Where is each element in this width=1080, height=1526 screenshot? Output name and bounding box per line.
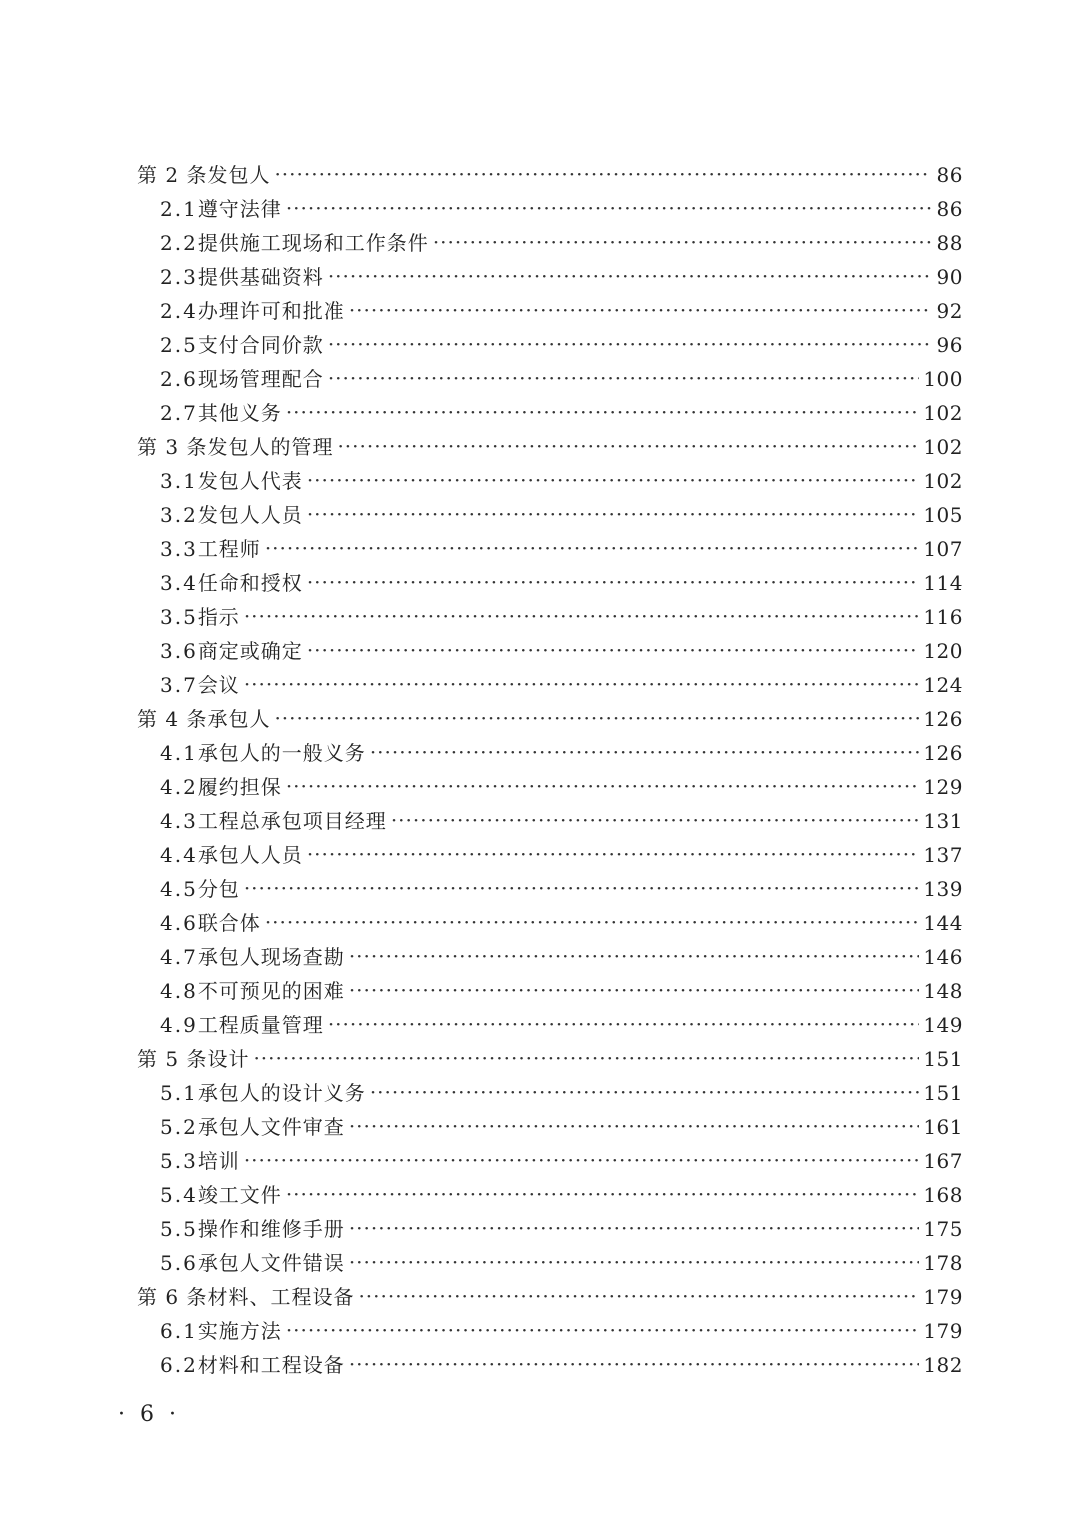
toc-subsection-entry: [137, 226, 963, 260]
toc-entry-title: 遵守法律: [197, 197, 282, 221]
toc-entry-number: 3.5: [160, 605, 198, 629]
toc-entry-title: 指示: [197, 605, 240, 629]
toc-entry-page: 86: [936, 163, 963, 187]
toc-entry-number: 第 4 条: [137, 707, 208, 731]
toc-entry-page: 131: [923, 809, 963, 833]
toc-entry-page: 151: [923, 1047, 963, 1071]
toc-entry-page: 182: [923, 1353, 963, 1377]
toc-dot-leader: [274, 157, 931, 191]
toc-entry-title: 其他义务: [197, 401, 282, 425]
toc-entry-title: 商定或确定: [197, 639, 303, 663]
page-number-footer: · 6 ·: [118, 1402, 180, 1427]
toc-entry-page: 144: [923, 911, 963, 935]
toc-entry-title: 工程总承包项目经理: [197, 809, 387, 833]
toc-entry-page: 151: [923, 1081, 963, 1105]
toc-entry-title: 培训: [197, 1149, 240, 1173]
toc-subsection-entry: [137, 464, 963, 498]
toc-entry-title: 会议: [197, 673, 240, 697]
toc-dot-leader: [286, 1177, 920, 1211]
toc-entry-page: 175: [923, 1217, 963, 1241]
toc-dot-leader: [328, 327, 931, 361]
toc-entry-page: 90: [936, 265, 963, 289]
toc-subsection-entry: [137, 872, 963, 906]
toc-entry-number: 3.6: [160, 639, 198, 663]
toc-entry-title: 发包人的管理: [207, 435, 334, 459]
toc-entry-title: 设计: [207, 1047, 250, 1071]
toc-entry-page: 86: [936, 197, 963, 221]
toc-entry-number: 3.2: [160, 503, 198, 527]
toc-entry-title: 分包: [197, 877, 240, 901]
toc-entry-number: 4.2: [160, 775, 198, 799]
toc-entry-title: 操作和维修手册: [197, 1217, 345, 1241]
toc-dot-leader: [433, 225, 931, 259]
toc-entry-number: 3.4: [160, 571, 198, 595]
toc-entry-title: 不可预见的困难: [197, 979, 345, 1003]
toc-subsection-entry: [137, 1110, 963, 1144]
toc-entry-title: 承包人的一般义务: [197, 741, 366, 765]
toc-entry-title: 现场管理配合: [197, 367, 324, 391]
toc-entry-title: 提供基础资料: [197, 265, 324, 289]
toc-entry-page: 120: [923, 639, 963, 663]
toc-dot-leader: [349, 939, 920, 973]
toc-entry-page: 179: [923, 1319, 963, 1343]
toc-subsection-entry: [137, 906, 963, 940]
toc-entry-title: 材料和工程设备: [197, 1353, 345, 1377]
toc-entry-number: 2.7: [160, 401, 198, 425]
toc-dot-leader: [349, 1211, 920, 1245]
toc-entry-number: 第 3 条: [137, 435, 208, 459]
toc-entry-title: 履约担保: [197, 775, 282, 799]
toc-subsection-entry: [137, 192, 963, 226]
toc-entry-number: 2.6: [160, 367, 198, 391]
toc-subsection-entry: [137, 1246, 963, 1280]
toc-subsection-entry: [137, 600, 963, 634]
toc-dot-leader: [391, 803, 920, 837]
toc-entry-number: 6.2: [160, 1353, 198, 1377]
toc-entry-number: 2.5: [160, 333, 198, 357]
toc-entry-number: 4.4: [160, 843, 198, 867]
toc-entry-number: 第 5 条: [137, 1047, 208, 1071]
toc-entry-number: 4.3: [160, 809, 198, 833]
toc-entry-page: 96: [936, 333, 963, 357]
toc-subsection-entry: [137, 328, 963, 362]
toc-entry-title: 承包人文件错误: [197, 1251, 345, 1275]
toc-entry-number: 5.1: [160, 1081, 198, 1105]
toc-dot-leader: [274, 701, 919, 735]
toc-entry-number: 5.5: [160, 1217, 198, 1241]
toc-entry-number: 4.6: [160, 911, 198, 935]
toc-dot-leader: [244, 599, 920, 633]
toc-subsection-entry: [137, 668, 963, 702]
toc-entry-number: 4.7: [160, 945, 198, 969]
toc-dot-leader: [253, 1041, 919, 1075]
toc-entry-title: 材料、工程设备: [207, 1285, 355, 1309]
table-of-contents: [137, 158, 963, 1382]
toc-entry-title: 实施方法: [197, 1319, 282, 1343]
toc-entry-number: 第 2 条: [137, 163, 208, 187]
toc-entry-number: 5.2: [160, 1115, 198, 1139]
toc-entry-page: 167: [923, 1149, 963, 1173]
toc-dot-leader: [244, 871, 920, 905]
toc-entry-title: 联合体: [197, 911, 261, 935]
toc-entry-number: 5.6: [160, 1251, 198, 1275]
toc-dot-leader: [349, 293, 931, 327]
toc-subsection-entry: [137, 1178, 963, 1212]
toc-entry-number: 4.9: [160, 1013, 198, 1037]
toc-dot-leader: [337, 429, 919, 463]
toc-subsection-entry: [137, 1348, 963, 1382]
toc-subsection-entry: [137, 294, 963, 328]
toc-entry-number: 3.3: [160, 537, 198, 561]
toc-dot-leader: [349, 973, 920, 1007]
toc-subsection-entry: [137, 1212, 963, 1246]
toc-entry-title: 提供施工现场和工作条件: [197, 231, 429, 255]
toc-dot-leader: [286, 191, 931, 225]
toc-entry-page: 107: [923, 537, 963, 561]
toc-entry-title: 发包人代表: [197, 469, 303, 493]
toc-subsection-entry: [137, 498, 963, 532]
toc-dot-leader: [265, 531, 920, 565]
toc-dot-leader: [244, 667, 920, 701]
toc-dot-leader: [370, 1075, 920, 1109]
toc-entry-page: 126: [923, 707, 963, 731]
toc-entry-number: 2.2: [160, 231, 198, 255]
toc-section-entry: [137, 702, 963, 736]
toc-dot-leader: [307, 837, 920, 871]
toc-subsection-entry: [137, 260, 963, 294]
toc-subsection-entry: [137, 736, 963, 770]
toc-entry-title: 竣工文件: [197, 1183, 282, 1207]
toc-entry-page: 146: [923, 945, 963, 969]
toc-entry-page: 137: [923, 843, 963, 867]
toc-entry-page: 88: [936, 231, 963, 255]
toc-dot-leader: [328, 361, 920, 395]
toc-entry-number: 6.1: [160, 1319, 198, 1343]
toc-dot-leader: [370, 735, 920, 769]
toc-dot-leader: [286, 769, 920, 803]
toc-entry-title: 工程质量管理: [197, 1013, 324, 1037]
toc-entry-title: 承包人现场查勘: [197, 945, 345, 969]
toc-subsection-entry: [137, 1008, 963, 1042]
toc-subsection-entry: [137, 974, 963, 1008]
toc-entry-title: 发包人人员: [197, 503, 303, 527]
toc-section-entry: [137, 430, 963, 464]
toc-entry-page: 100: [923, 367, 963, 391]
toc-entry-page: 168: [923, 1183, 963, 1207]
toc-dot-leader: [328, 1007, 920, 1041]
toc-subsection-entry: [137, 804, 963, 838]
toc-entry-number: 2.1: [160, 197, 198, 221]
toc-dot-leader: [307, 463, 920, 497]
toc-entry-number: 2.4: [160, 299, 198, 323]
toc-entry-title: 承包人的设计义务: [197, 1081, 366, 1105]
toc-entry-title: 承包人文件审查: [197, 1115, 345, 1139]
toc-entry-title: 工程师: [197, 537, 261, 561]
toc-entry-page: 124: [923, 673, 963, 697]
toc-section-entry: [137, 1280, 963, 1314]
toc-entry-title: 任命和授权: [197, 571, 303, 595]
toc-entry-number: 2.3: [160, 265, 198, 289]
toc-entry-number: 第 6 条: [137, 1285, 208, 1309]
toc-entry-number: 4.5: [160, 877, 198, 901]
toc-entry-page: 148: [923, 979, 963, 1003]
toc-dot-leader: [265, 905, 920, 939]
toc-dot-leader: [244, 1143, 920, 1177]
toc-entry-number: 3.1: [160, 469, 198, 493]
toc-entry-page: 161: [923, 1115, 963, 1139]
toc-entry-number: 4.1: [160, 741, 198, 765]
toc-entry-page: 114: [923, 571, 963, 595]
toc-subsection-entry: [137, 566, 963, 600]
toc-entry-title: 承包人: [207, 707, 271, 731]
toc-entry-number: 5.4: [160, 1183, 198, 1207]
toc-subsection-entry: [137, 770, 963, 804]
toc-subsection-entry: [137, 838, 963, 872]
toc-entry-title: 支付合同价款: [197, 333, 324, 357]
toc-dot-leader: [358, 1279, 919, 1313]
toc-entry-page: 126: [923, 741, 963, 765]
toc-entry-page: 105: [923, 503, 963, 527]
toc-subsection-entry: [137, 532, 963, 566]
toc-entry-number: 3.7: [160, 673, 198, 697]
toc-subsection-entry: [137, 362, 963, 396]
toc-section-entry: [137, 158, 963, 192]
toc-entry-page: 149: [923, 1013, 963, 1037]
toc-entry-title: 发包人: [207, 163, 271, 187]
toc-entry-page: 139: [923, 877, 963, 901]
toc-subsection-entry: [137, 940, 963, 974]
toc-entry-page: 116: [923, 605, 963, 629]
toc-entry-page: 102: [923, 435, 963, 459]
toc-dot-leader: [307, 633, 920, 667]
toc-entry-page: 178: [923, 1251, 963, 1275]
toc-entry-page: 102: [923, 469, 963, 493]
toc-entry-title: 承包人人员: [197, 843, 303, 867]
toc-subsection-entry: [137, 1314, 963, 1348]
toc-subsection-entry: [137, 396, 963, 430]
toc-entry-page: 102: [923, 401, 963, 425]
toc-subsection-entry: [137, 1076, 963, 1110]
toc-subsection-entry: [137, 1144, 963, 1178]
toc-entry-title: 办理许可和批准: [197, 299, 345, 323]
toc-dot-leader: [286, 395, 920, 429]
toc-dot-leader: [307, 497, 920, 531]
toc-section-entry: [137, 1042, 963, 1076]
toc-entry-number: 5.3: [160, 1149, 198, 1173]
toc-dot-leader: [349, 1109, 920, 1143]
toc-dot-leader: [349, 1245, 920, 1279]
toc-entry-page: 179: [923, 1285, 963, 1309]
toc-dot-leader: [328, 259, 931, 293]
toc-subsection-entry: [137, 634, 963, 668]
toc-dot-leader: [307, 565, 920, 599]
toc-entry-page: 92: [936, 299, 963, 323]
toc-dot-leader: [349, 1347, 920, 1381]
toc-entry-page: 129: [923, 775, 963, 799]
toc-dot-leader: [286, 1313, 920, 1347]
toc-entry-number: 4.8: [160, 979, 198, 1003]
